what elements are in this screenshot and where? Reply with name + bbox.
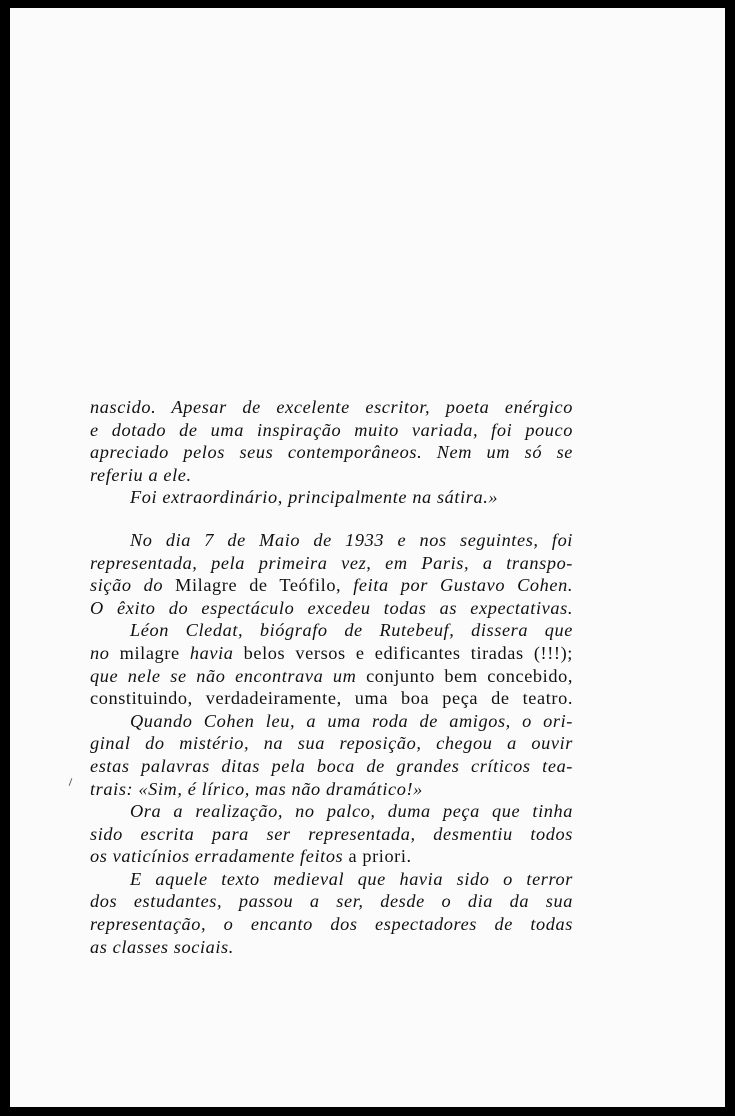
- text-line: trais: «Sim, é lírico, mas não dramático!»: [90, 778, 423, 799]
- paragraph: [90, 396, 573, 486]
- text-line: dos estudantes, passou a ser, desde o dia da sua: [90, 891, 573, 912]
- text-line: Léon Cledat, biógrafo de Rutebeuf, dissera que: [130, 620, 573, 641]
- text-line: No dia 7 de Maio de 1933 e nos seguintes, foi: [130, 529, 573, 550]
- text-line: sido escrita para ser representada, desmentiu todos: [90, 823, 573, 844]
- paragraph: [90, 800, 573, 868]
- text-line: ginal do mistério, na sua reposição, chegou a ouvir: [90, 733, 573, 754]
- text-line: sição do Milagre de Teófilo, feita por Gustavo Cohen.: [90, 575, 574, 596]
- text-line: nascido. Apesar de excelente escritor, poeta enérgico: [90, 397, 573, 417]
- text-line: as classes sociais.: [90, 936, 234, 957]
- text-line: Foi extraordinário, principalmente na sátira.»: [130, 487, 499, 508]
- text-line: referiu a ele.: [90, 464, 192, 485]
- text-line: O êxito do espectáculo excedeu todas as expectativas.: [90, 597, 573, 618]
- text-line: Quando Cohen leu, a uma roda de amigos, o ori-: [130, 710, 573, 731]
- body-text: [90, 396, 573, 958]
- paragraph: [90, 486, 573, 509]
- paragraph: [90, 529, 573, 619]
- text-line: que nele se não encontrava um conjunto bem concebido,: [90, 665, 573, 686]
- text-line: os vaticínios erradamente feitos a priori.: [90, 846, 412, 867]
- text-line: e dotado de uma inspiração muito variada, foi pouco: [90, 419, 573, 440]
- text-line: estas palavras ditas pela boca de grandes críticos tea-: [90, 755, 573, 776]
- text-line: representada, pela primeira vez, em Paris, a transpo-: [90, 552, 573, 573]
- margin-mark: [69, 778, 73, 786]
- text-line: representação, o encanto dos espectadores de todas: [90, 914, 573, 935]
- paragraph: [90, 868, 573, 958]
- text-line: apreciado pelos seus contemporâneos. Nem um só se: [90, 442, 573, 463]
- book-page: [10, 8, 725, 1107]
- text-line: constituindo, verdadeiramente, uma boa peça de teatro.: [90, 688, 573, 709]
- paragraph-gap: [90, 509, 573, 529]
- text-line: Ora a realização, no palco, duma peça que tinha: [130, 801, 573, 822]
- text-line: E aquele texto medieval que havia sido o terror: [130, 868, 573, 889]
- paragraph: [90, 619, 573, 709]
- text-line: no milagre havia belos versos e edificantes tiradas (!!!);: [90, 642, 573, 663]
- paragraph: [90, 710, 573, 800]
